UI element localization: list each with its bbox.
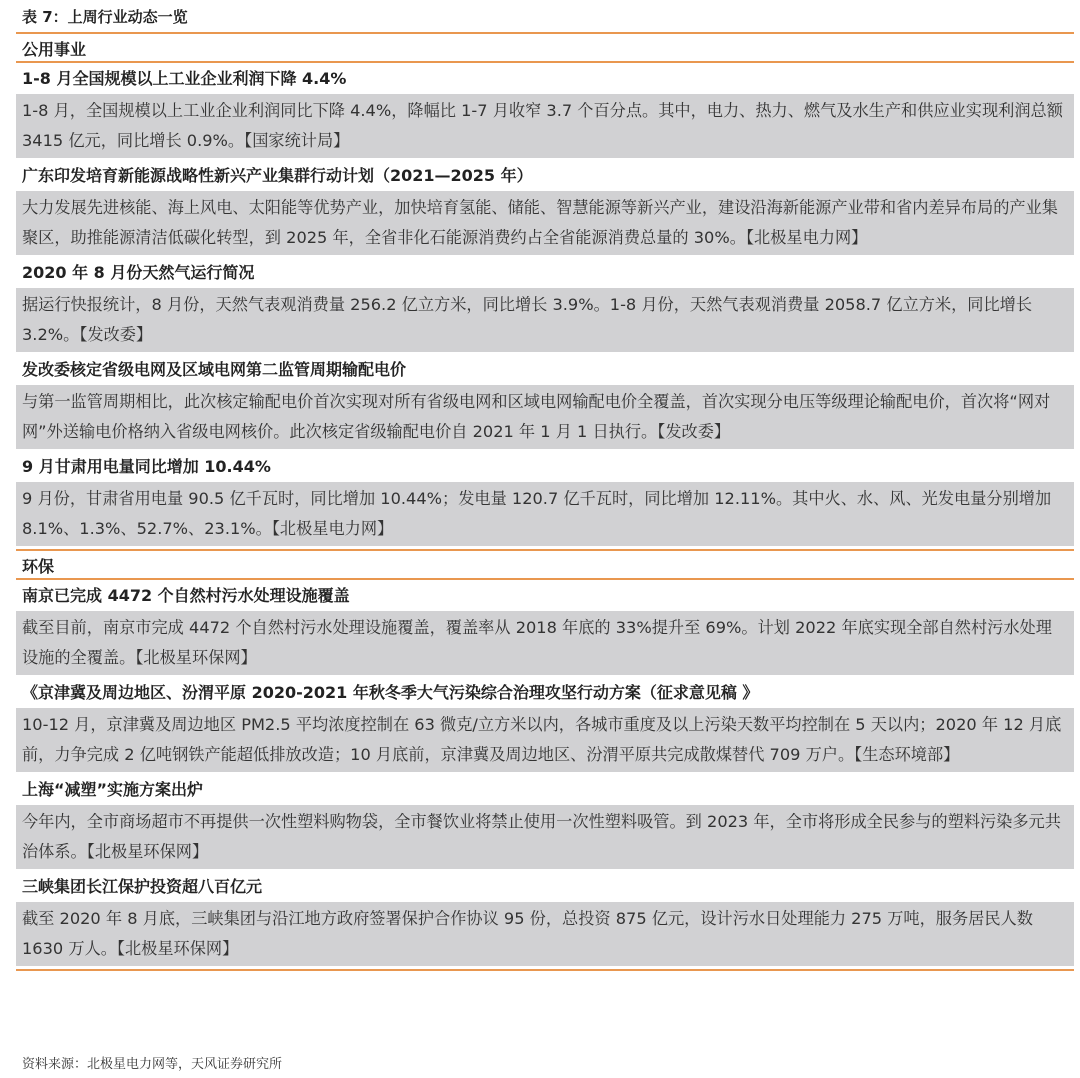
news-body: 10-12 月，京津冀及周边地区 PM2.5 平均浓度控制在 63 微克/立方米以内，各城市重度及以上污染天数平均控制在 5 天以内；2020 年 12 月底前，力争完成 2 亿吨钢铁产能超低排放改造；10 月底前，京津冀及周边地区、汾渭平原共完成散煤替代 709 万户。【生态环境部】	[16, 708, 1074, 772]
industry-news-table	[16, 32, 1074, 971]
news-heading: 南京已完成 4472 个自然村污水处理设施覆盖	[22, 586, 350, 605]
table-title: 表 7：上周行业动态一览	[22, 8, 188, 26]
source-note: 资料来源：北极星电力网等，天风证券研究所	[22, 1057, 283, 1072]
news-heading: 三峡集团长江保护投资超八百亿元	[22, 877, 263, 896]
news-heading: 上海“减塑”实施方案出炉	[22, 780, 204, 799]
news-body: 截至目前，南京市完成 4472 个自然村污水处理设施覆盖，覆盖率从 2018 年底的 33%提升至 69%。计划 2022 年底实现全部自然村污水处理设施的全覆盖。【北极星环保网】	[16, 611, 1074, 675]
table-bottom-rule	[16, 969, 1074, 971]
news-heading: 发改委核定省级电网及区域电网第二监管周期输配电价	[22, 360, 407, 379]
news-heading: 广东印发培育新能源战略性新兴产业集群行动计划（2021—2025 年）	[22, 166, 533, 185]
category-environment: 环保	[16, 549, 1074, 580]
category-utilities: 公用事业	[16, 32, 1074, 63]
news-heading: 1-8 月全国规模以上工业企业利润下降 4.4%	[22, 69, 347, 88]
news-heading: 2020 年 8 月份天然气运行简况	[22, 263, 255, 282]
news-body: 1-8 月，全国规模以上工业企业利润同比下降 4.4%，降幅比 1-7 月收窄 3.7 个百分点。其中，电力、热力、燃气及水生产和供应业实现利润总额 3415 亿元，同比增长 0.9%。【国家统计局】	[16, 94, 1074, 158]
news-body: 今年内，全市商场超市不再提供一次性塑料购物袋，全市餐饮业将禁止使用一次性塑料吸管。到 2023 年，全市将形成全民参与的塑料污染多元共治体系。【北极星环保网】	[16, 805, 1074, 869]
news-heading: 《京津冀及周边地区、汾渭平原 2020-2021 年秋冬季大气污染综合治理攻坚行动方案（征求意见稿 》	[22, 683, 759, 702]
news-body: 9 月份，甘肃省用电量 90.5 亿千瓦时，同比增加 10.44%；发电量 120.7 亿千瓦时，同比增加 12.11%。其中火、水、风、光发电量分别增加 8.1%、1.3%、52.7%、23.1%。【北极星电力网】	[16, 482, 1074, 546]
news-body: 大力发展先进核能、海上风电、太阳能等优势产业，加快培育氢能、储能、智慧能源等新兴产业，建设沿海新能源产业带和省内差异布局的产业集聚区，助推能源清洁低碳化转型，到 2025 年，全省非化石能源消费约占全省能源消费总量的 30%。【北极星电力网】	[16, 191, 1074, 255]
news-body: 与第一监管周期相比，此次核定输配电价首次实现对所有省级电网和区域电网输配电价全覆盖，首次实现分电压等级理论输配电价，首次将“网对网”外送输电价格纳入省级电网核价。此次核定省级输配电价自 2021 年 1 月 1 日执行。【发改委】	[16, 385, 1074, 449]
news-body: 据运行快报统计，8 月份，天然气表观消费量 256.2 亿立方米，同比增长 3.9%。1-8 月份，天然气表观消费量 2058.7 亿立方米，同比增长 3.2%。【发改委】	[16, 288, 1074, 352]
news-body: 截至 2020 年 8 月底，三峡集团与沿江地方政府签署保护合作协议 95 份，总投资 875 亿元，设计污水日处理能力 275 万吨，服务居民人数 1630 万人。【北极星环保网】	[16, 902, 1074, 966]
news-heading: 9 月甘肃用电量同比增加 10.44%	[22, 457, 271, 476]
